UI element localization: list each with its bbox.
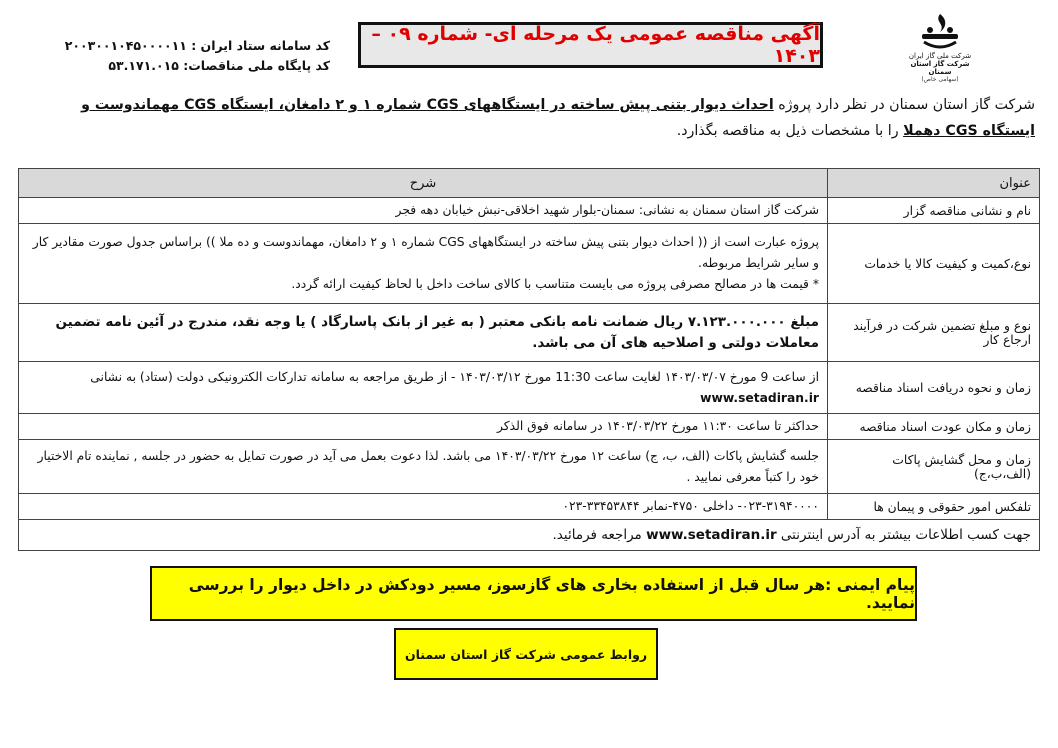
row-title: زمان و نحوه دریافت اسناد مناقصه [828, 362, 1040, 414]
row-title: نوع،کمیت و کیفیت کالا یا خدمات [828, 224, 1040, 304]
header-desc: شرح [19, 169, 828, 198]
table-row [19, 198, 1040, 224]
table-row [19, 224, 1040, 304]
row-desc: شرکت گاز استان سمنان به نشانی: سمنان-بلوار شهید اخلاقی-نبش خیابان دهه فجر [19, 198, 828, 224]
company-logo [905, 12, 975, 87]
table-row [19, 304, 1040, 362]
row-desc [19, 362, 828, 414]
safety-message: پیام ایمنی :هر سال قبل از استفاده بخاری های گازسوز، مسیر دودکش در داخل دیوار را بررسی نمایید. [150, 566, 917, 621]
row-title: زمان و مکان عودت اسناد مناقصه [828, 414, 1040, 440]
row-title: نوع و مبلغ تضمین شرکت در فرآیند ارجاع کار [828, 304, 1040, 362]
tender-table [18, 168, 1040, 551]
row-desc-text: از ساعت 9 مورخ ۱۴۰۳/۰۳/۰۷ لغایت ساعت 11:30 مورخ ۱۴۰۳/۰۳/۱۲ - از طریق مراجعه به سامانه تدارکات الکترونیکی دولت (ستاد) به نشانی [90, 369, 819, 384]
page-title: آگهی مناقصه عمومی یک مرحله ای- شماره ۰۹ –۱۴۰۳ [358, 22, 823, 68]
footer-suffix: مراجعه فرمائید. [552, 527, 642, 543]
tender-codes [10, 36, 330, 76]
row-title: زمان و محل گشایش پاکات (الف،ب،ج) [828, 440, 1040, 494]
public-relations-box: روابط عمومی شرکت گاز استان سمنان [394, 628, 658, 680]
row-desc [19, 224, 828, 304]
header-title: عنوان [828, 169, 1040, 198]
footer-site-link[interactable]: www.setadiran.ir [646, 527, 777, 543]
logo-line-1: شرکت ملی گاز ایران [908, 52, 972, 60]
table-row [19, 362, 1040, 414]
row-title: نام و نشانی مناقصه گزار [828, 198, 1040, 224]
setad-code: کد سامانه ستاد ایران : ۲۰۰۳۰۰۱۰۴۵۰۰۰۰۱۱ [64, 38, 330, 53]
intro-project: احداث دیوار بتنی پیش ساخته در ایستگاههای CGS شماره ۱ و ۲ دامغان، ایستگاه CGS مهماندوست و ایستگاه CGS دهملا [81, 97, 1035, 139]
table-header-row [19, 169, 1040, 198]
footer-cell [19, 520, 1040, 551]
row-desc: مبلغ ۷.۱۲۳.۰۰۰.۰۰۰ ریال ضمانت نامه بانکی معتبر ( به غیر از بانک پاسارگاد ) یا وجه نقد، مندرج در آئین نامه تضمین معاملات دولتی و اصلاحیه های آن می باشد. [19, 304, 828, 362]
logo-line-2: شرکت گاز استان سمنان [910, 60, 970, 76]
logo-line-3: (سهامی خاص) [921, 76, 959, 83]
table-row [19, 494, 1040, 520]
row-desc-line-2: * قیمت ها در مصالح مصرفی پروژه می بایست متناسب با کالای ساخت داخل با لحاظ کیفیت ارائه گردد. [291, 277, 819, 291]
table-row [19, 440, 1040, 494]
intro-part-2: را با مشخصات ذیل به مناقصه بگذارد. [676, 123, 904, 139]
row-desc-line-1: پروژه عبارت است از (( احداث دیوار بتنی پیش ساخته در ایستگاههای CGS شماره ۱ و ۲ دامغان، مهماندوست و ده ملا )) براساس جدول صورت مقادیر کار و سایر شرایط مربوطه. [32, 235, 819, 270]
table-footer-row [19, 520, 1040, 551]
footer-prefix: جهت کسب اطلاعات بیشتر به آدرس اینترنتی [780, 527, 1031, 543]
intro-part-1: شرکت گاز استان سمنان در نظر دارد پروژه [773, 97, 1035, 113]
setadiran-link[interactable]: www.setadiran.ir [700, 390, 819, 405]
intro-paragraph [50, 92, 1035, 144]
row-desc: جلسه گشایش پاکات (الف، ب، ج) ساعت ۱۲ مورخ ۱۴۰۳/۰۳/۲۲ می باشد. لذا دعوت بعمل می آید در صورت تمایل به حضور در جلسه , نماینده تام الاختیار خود را کتباً معرفی نمایید . [19, 440, 828, 494]
table-row [19, 414, 1040, 440]
row-title: تلفکس امور حقوقی و پیمان ها [828, 494, 1040, 520]
row-desc: ۰۲۳-۳۱۹۴۰۰۰۰- داخلی ۴۷۵۰-نمابر ۳۳۴۵۳۸۴۴-۰۲۳ [19, 494, 828, 520]
row-desc: حداکثر تا ساعت ۱۱:۳۰ مورخ ۱۴۰۳/۰۳/۲۲ در سامانه فوق الذکر [19, 414, 828, 440]
national-code: کد پایگاه ملی مناقصات: ۵۳.۱۷۱.۰۱۵ [108, 58, 330, 73]
gas-flame-logo-icon [916, 12, 964, 52]
